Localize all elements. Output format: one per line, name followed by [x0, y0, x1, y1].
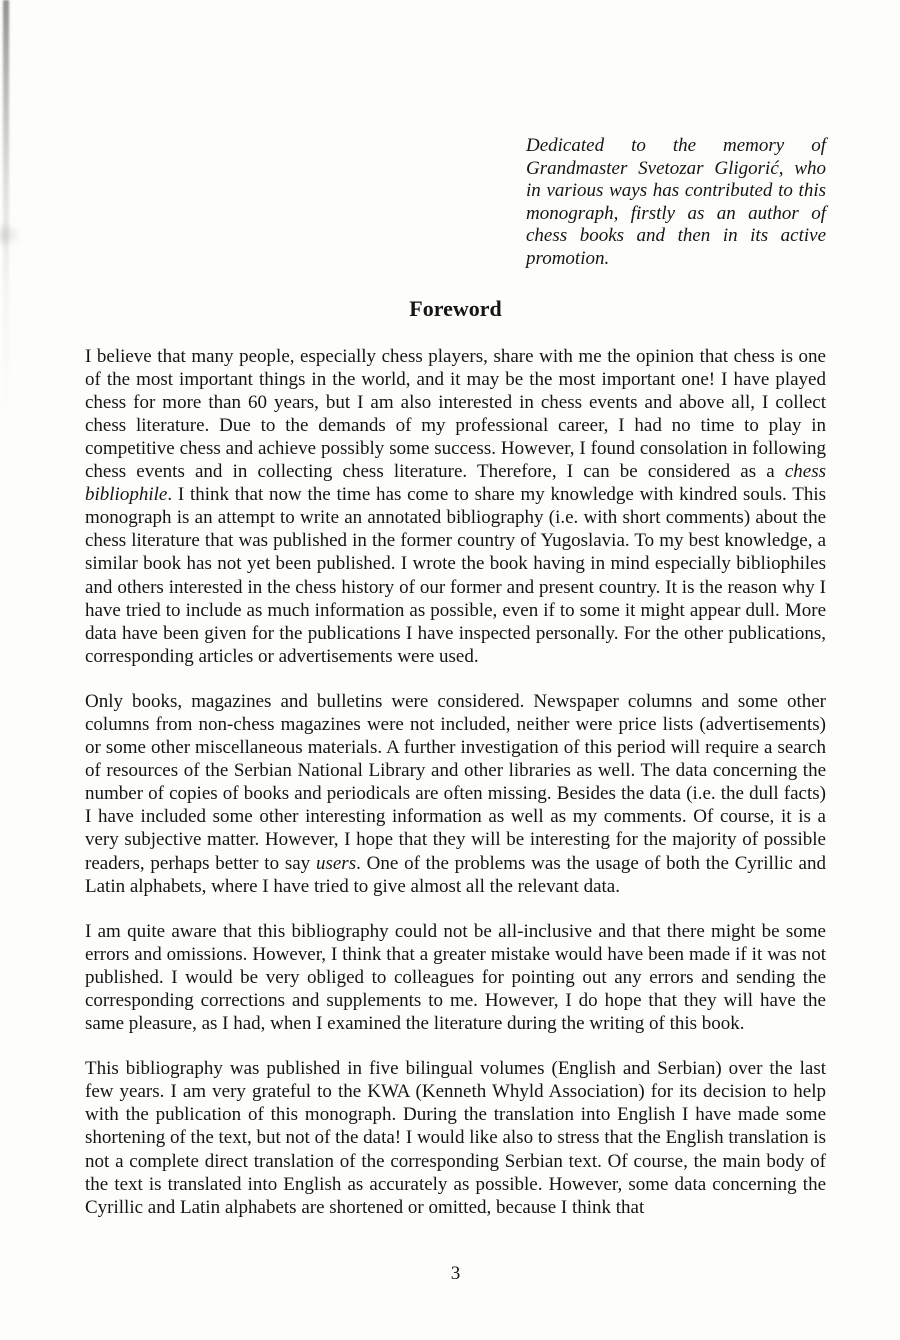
paragraph-text: Only books, magazines and bulletins were considered. Newspaper columns and some other columns from non-chess magazines were not included, neither were price lists (advertisements) or some other miscellaneous materials. A further investigation of this period will require a search of resources of the Serbian National Library and other libraries as well. The data concerning the number of copies of books and periodicals are often missing. Besides the data (i.e. the dull facts) I have included some other interesting information as well as my comments. Of course, it is a very subjective matter. However, I hope that they will be interesting for the majority of possible readers, perhaps better to say — [85, 690, 826, 874]
paragraph-text: I believe that many people, especially chess players, share with me the opinion that chess is one of the most important things in the world, and it may be the most important one! I have played chess for more than 60 years, but I am also interested in chess events and above all, I collect chess literature. Due to the demands of my professional career, I had no time to play in competitive chess and achieve possibly some success. However, I found consolation in following chess events and in collecting chess literature. Therefore, I can be considered as a — [85, 345, 826, 483]
page-number: 3 — [450, 1263, 461, 1284]
italic-phrase: chess bibliophile — [85, 461, 826, 506]
paragraph-text: . I think that now the time has come to share my knowledge with kindred souls. This monograph is an attempt to write an annotated bibliography (i.e. with short comments) about the chess literature that was published in the former country of Yugoslavia. To my best knowledge, a similar book has not yet been published. I wrote the book having in mind especially bibliophiles and others interested in the chess history of our former and present country. It is the reason why I have tried to include as much information as possible, even if to some it might appear dull. More data have been given for the publications I have inspected personally. For the other publications, corresponding articles or advertisements were used. — [85, 484, 826, 667]
page-content — [85, 0, 826, 1219]
scan-smudge — [0, 222, 22, 248]
body-paragraph — [85, 690, 826, 898]
paragraph-text: This bibliography was published in five bilingual volumes (English and Serbian) over the last few years. I am very grateful to the KWA (Kenneth Whyld Association) for its decision to help with the publication of this monograph. During the translation into English I have made some shortening of the text, but not of the data! I would like also to stress that the English translation is not a complete direct translation of the corresponding Serbian text. Of course, the main body of the text is translated into English as accurately as possible. However, some data concerning the Cyrillic and Latin alphabets are shortened or omitted, because I think that — [85, 1058, 826, 1218]
dedication-text: Dedicated to the memory of Grandmaster Svetozar Gligorić, who in various ways has contributed to this monograph, firstly as an author of chess books and then in its active promotion. — [526, 135, 826, 269]
paragraph-text: . One of the problems was the usage of both the Cyrillic and Latin alphabets, where I have tried to give almost all the relevant data. — [85, 852, 826, 897]
italic-phrase: users — [315, 852, 357, 874]
paragraph-text: I am quite aware that this bibliography could not be all-inclusive and that there might be some errors and omissions. However, I think that a greater mistake would have been made if it was not published. I would be very obliged to colleagues for pointing out any errors and sending the corresponding corrections and supplements to me. However, I do hope that they will have the same pleasure, as I had, when I examined the literature during the writing of this book. — [85, 920, 826, 1035]
page-heading: Foreword — [409, 295, 502, 321]
scan-shadow — [3, 0, 9, 420]
body-paragraph — [85, 345, 826, 668]
body-paragraph — [85, 920, 826, 1035]
body-paragraph — [85, 1057, 826, 1219]
